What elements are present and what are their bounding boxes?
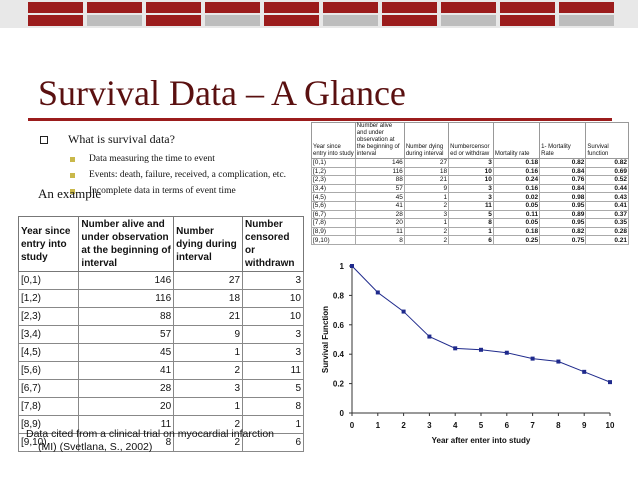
deco-block — [559, 15, 614, 26]
table-row — [312, 159, 629, 168]
value-cell: 2 — [404, 236, 448, 245]
column-header: Number alive and under observation at the beginning of interval — [355, 123, 404, 159]
x-tick-label: 1 — [375, 421, 381, 430]
value-cell: 11 — [79, 416, 174, 434]
data-point — [531, 357, 535, 361]
bullet-main-text: What is survival data? — [68, 132, 175, 146]
sub-bullet — [70, 186, 286, 196]
data-point — [402, 310, 406, 314]
value-cell: 11 — [355, 227, 404, 236]
table-row — [312, 184, 629, 193]
value-cell: 6 — [243, 434, 304, 452]
data-point — [556, 360, 560, 364]
value-cell: 0.35 — [586, 219, 629, 228]
data-point — [350, 264, 354, 268]
value-cell: 0.52 — [586, 176, 629, 185]
table-row — [19, 344, 304, 362]
x-tick-label: 4 — [452, 421, 458, 430]
deco-block — [323, 15, 378, 26]
table-row — [312, 193, 629, 202]
table-row — [312, 176, 629, 185]
y-tick-label: 0.2 — [332, 379, 344, 389]
value-cell: 57 — [355, 184, 404, 193]
table-row — [19, 272, 304, 290]
interval-cell: [9,10) — [19, 434, 79, 452]
plot-area — [350, 264, 610, 413]
deco-block — [146, 2, 201, 13]
caption-line-1: Data cited from a clinical trial on myocardial infarction — [26, 428, 275, 440]
value-cell: 0.69 — [586, 167, 629, 176]
value-cell: 3 — [243, 326, 304, 344]
interval-cell: [7,8) — [19, 398, 79, 416]
sub-bullet-icon — [70, 173, 75, 178]
value-cell: 45 — [355, 193, 404, 202]
interval-cell: [5,6) — [312, 201, 356, 210]
value-cell: 2 — [174, 362, 243, 380]
value-cell: 0.44 — [586, 184, 629, 193]
value-cell: 0.89 — [540, 210, 586, 219]
deco-block — [323, 2, 378, 13]
value-cell: 0.82 — [586, 159, 629, 168]
value-cell: 8 — [355, 236, 404, 245]
value-cell: 8 — [243, 398, 304, 416]
x-tick-label: 9 — [581, 421, 587, 430]
column-header: Number censored or withdrawn — [243, 217, 304, 272]
table-row — [312, 227, 629, 236]
x-tick-label: 2 — [401, 421, 406, 430]
x-tick-label: 0 — [349, 421, 355, 430]
caption-line-2: (MI) (Svetlana, S., 2002) — [38, 441, 153, 453]
value-cell: 27 — [404, 159, 448, 168]
y-axis-label: Survival Function — [321, 305, 330, 374]
sub-bullet-text: Incomplete data in terms of event time — [89, 186, 236, 196]
deco-block — [441, 15, 496, 26]
x-axis-label: Year after enter into study — [431, 436, 531, 445]
example-label: An example — [38, 186, 102, 201]
deco-block — [264, 2, 319, 13]
table-row — [312, 167, 629, 176]
deco-block — [87, 15, 142, 26]
column-header: Number dying during interval — [174, 217, 243, 272]
value-cell: 3 — [404, 210, 448, 219]
column-header: Mortality rate — [493, 123, 539, 159]
value-cell: 0.82 — [540, 159, 586, 168]
value-cell: 45 — [79, 344, 174, 362]
interval-cell: [3,4) — [19, 326, 79, 344]
value-cell: 0.76 — [540, 176, 586, 185]
value-cell: 10 — [449, 167, 494, 176]
sub-bullet — [70, 170, 286, 180]
value-cell: 28 — [355, 210, 404, 219]
value-cell: 0.02 — [493, 193, 539, 202]
x-tick-label: 6 — [504, 421, 510, 430]
table-row — [312, 210, 629, 219]
deco-block — [28, 2, 83, 13]
deco-block — [264, 15, 319, 26]
x-tick-label: 10 — [605, 421, 615, 430]
value-cell: 21 — [404, 176, 448, 185]
value-cell: 41 — [355, 201, 404, 210]
interval-cell: [4,5) — [312, 193, 356, 202]
value-cell: 57 — [79, 326, 174, 344]
value-cell: 0.11 — [493, 210, 539, 219]
value-cell: 10 — [243, 290, 304, 308]
x-tick-label: 5 — [478, 421, 484, 430]
interval-cell: [7,8) — [312, 219, 356, 228]
value-cell: 88 — [79, 308, 174, 326]
interval-cell: [3,4) — [312, 184, 356, 193]
value-cell: 1 — [174, 344, 243, 362]
data-point — [453, 346, 457, 350]
table-row — [19, 290, 304, 308]
value-cell: 3 — [243, 344, 304, 362]
value-cell: 0.28 — [586, 227, 629, 236]
top-decoration-row-2 — [28, 15, 614, 26]
value-cell: 1 — [449, 227, 494, 236]
table-header-row — [19, 217, 304, 272]
value-cell: 21 — [174, 308, 243, 326]
column-header: 1- Mortality Rate — [540, 123, 586, 159]
value-cell: 5 — [243, 380, 304, 398]
sub-bullet — [70, 154, 286, 164]
table-row — [312, 219, 629, 228]
value-cell: 8 — [449, 219, 494, 228]
interval-cell: [8,9) — [312, 227, 356, 236]
deco-block — [441, 2, 496, 13]
column-header: Numbercensor ed or withdraw — [449, 123, 494, 159]
deco-block — [559, 2, 614, 13]
value-cell: 0.82 — [540, 227, 586, 236]
column-header: Number alive and under observation at the beginning of interval — [79, 217, 174, 272]
sub-bullet-text: Data measuring the time to event — [89, 154, 215, 164]
y-tick-label: 0.4 — [332, 350, 344, 360]
interval-cell: [2,3) — [19, 308, 79, 326]
interval-cell: [1,2) — [312, 167, 356, 176]
square-bullet-icon — [40, 136, 48, 144]
value-cell: 0.18 — [493, 227, 539, 236]
bullet-main — [40, 132, 286, 147]
value-cell: 0.84 — [540, 184, 586, 193]
interval-cell: [9,10) — [312, 236, 356, 245]
value-cell: 146 — [79, 272, 174, 290]
value-cell: 3 — [449, 184, 494, 193]
value-cell: 20 — [79, 398, 174, 416]
value-cell: 0.05 — [493, 219, 539, 228]
x-tick-label: 7 — [530, 421, 535, 430]
deco-block — [382, 15, 437, 26]
value-cell: 3 — [174, 380, 243, 398]
data-point — [505, 351, 509, 355]
interval-cell: [0,1) — [19, 272, 79, 290]
survival-data-table — [18, 216, 304, 452]
table-header-row — [312, 123, 629, 159]
top-decoration-row-1 — [28, 2, 614, 13]
value-cell: 0.21 — [586, 236, 629, 245]
title-divider — [28, 118, 612, 121]
interval-cell: [4,5) — [19, 344, 79, 362]
column-header: Survival function — [586, 123, 629, 159]
value-cell: 6 — [449, 236, 494, 245]
interval-cell: [0,1) — [312, 159, 356, 168]
y-tick-label: 0.8 — [332, 291, 344, 301]
interval-cell: [2,3) — [312, 176, 356, 185]
table-row — [19, 398, 304, 416]
deco-block — [205, 15, 260, 26]
data-point — [376, 290, 380, 294]
value-cell: 10 — [449, 176, 494, 185]
interval-cell: [6,7) — [312, 210, 356, 219]
x-tick-label: 8 — [556, 421, 561, 430]
deco-block — [205, 2, 260, 13]
source-caption — [26, 428, 274, 454]
value-cell: 1 — [174, 398, 243, 416]
column-header: Year since entry into study — [19, 217, 79, 272]
table-row — [19, 362, 304, 380]
value-cell: 0.24 — [493, 176, 539, 185]
deco-block — [382, 2, 437, 13]
value-cell: 2 — [174, 416, 243, 434]
value-cell: 0.25 — [493, 236, 539, 245]
value-cell: 0.41 — [586, 201, 629, 210]
value-cell: 27 — [174, 272, 243, 290]
sub-bullet-text: Events: death, failure, received, a complication, etc. — [89, 170, 287, 180]
value-cell: 0.37 — [586, 210, 629, 219]
interval-cell: [8,9) — [19, 416, 79, 434]
value-cell: 3 — [449, 159, 494, 168]
x-tick-label: 3 — [427, 421, 432, 430]
top-decoration-bar — [0, 0, 638, 28]
value-cell: 0.43 — [586, 193, 629, 202]
value-cell: 28 — [79, 380, 174, 398]
value-cell: 9 — [174, 326, 243, 344]
deco-block — [500, 2, 555, 13]
value-cell: 2 — [174, 434, 243, 452]
value-cell: 0.05 — [493, 201, 539, 210]
value-cell: 20 — [355, 219, 404, 228]
value-cell: 88 — [355, 176, 404, 185]
life-table — [311, 122, 629, 245]
deco-block — [28, 15, 83, 26]
value-cell: 0.84 — [540, 167, 586, 176]
interval-cell: [5,6) — [19, 362, 79, 380]
value-cell: 0.16 — [493, 167, 539, 176]
column-header: Number dying during interval — [404, 123, 448, 159]
column-header: Year since entry into study — [312, 123, 356, 159]
deco-block — [87, 2, 142, 13]
value-cell: 0.75 — [540, 236, 586, 245]
y-tick-label: 0 — [339, 409, 344, 418]
survival-series-line — [352, 266, 610, 382]
y-tick-label: 0.6 — [332, 320, 344, 330]
deco-block — [146, 15, 201, 26]
value-cell: 8 — [79, 434, 174, 452]
value-cell: 9 — [404, 184, 448, 193]
value-cell: 2 — [404, 201, 448, 210]
table-row — [19, 380, 304, 398]
value-cell: 11 — [243, 362, 304, 380]
table-row — [312, 201, 629, 210]
value-cell: 11 — [449, 201, 494, 210]
value-cell: 1 — [243, 416, 304, 434]
value-cell: 0.16 — [493, 184, 539, 193]
value-cell: 0.98 — [540, 193, 586, 202]
data-point — [479, 348, 483, 352]
value-cell: 116 — [355, 167, 404, 176]
value-cell: 10 — [243, 308, 304, 326]
table-row — [312, 236, 629, 245]
value-cell: 0.18 — [493, 159, 539, 168]
data-point — [582, 370, 586, 374]
deco-block — [500, 15, 555, 26]
value-cell: 146 — [355, 159, 404, 168]
sub-bullet-icon — [70, 157, 75, 162]
table-row — [19, 308, 304, 326]
value-cell: 0.95 — [540, 219, 586, 228]
value-cell: 5 — [449, 210, 494, 219]
value-cell: 41 — [79, 362, 174, 380]
data-point — [427, 335, 431, 339]
value-cell: 116 — [79, 290, 174, 308]
value-cell: 1 — [404, 219, 448, 228]
value-cell: 0.95 — [540, 201, 586, 210]
value-cell: 3 — [243, 272, 304, 290]
slide-title: Survival Data – A Glance — [38, 73, 406, 113]
value-cell: 18 — [404, 167, 448, 176]
survival-function-chart — [318, 258, 630, 454]
interval-cell: [1,2) — [19, 290, 79, 308]
table-row — [19, 326, 304, 344]
value-cell: 18 — [174, 290, 243, 308]
y-tick-label: 1 — [339, 262, 344, 271]
value-cell: 1 — [404, 193, 448, 202]
value-cell: 3 — [449, 193, 494, 202]
interval-cell: [6,7) — [19, 380, 79, 398]
data-point — [608, 380, 612, 384]
value-cell: 2 — [404, 227, 448, 236]
